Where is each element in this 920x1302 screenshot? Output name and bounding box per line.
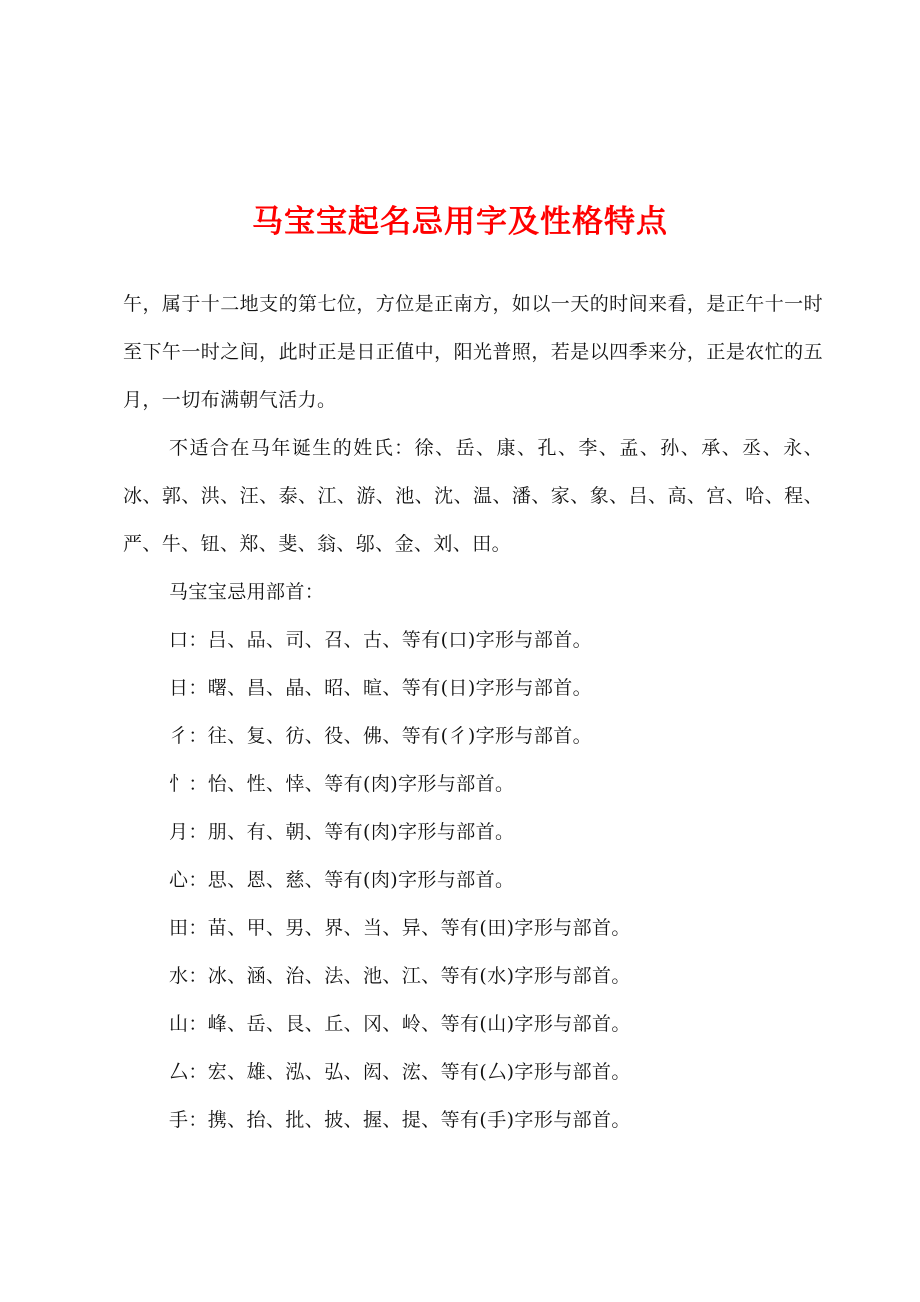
radicals-heading: 马宝宝忌用部首：	[169, 581, 325, 603]
radical-item-xin: 心：思、恩、慈、等有(肉)字形与部首。	[169, 869, 515, 891]
document-body	[123, 280, 823, 1144]
radical-item-ri: 日：曙、昌、晶、昭、暄、等有(日)字形与部首。	[169, 677, 593, 699]
radical-item-shou: 手：携、抬、批、披、握、提、等有(手)字形与部首。	[169, 1109, 631, 1131]
radical-item-si: 厶：宏、雄、泓、弘、闳、浤、等有(厶)字形与部首。	[169, 1061, 631, 1083]
radical-item-yue: 月：朋、有、朝、等有(肉)字形与部首。	[169, 821, 515, 843]
intro-paragraph: 午，属于十二地支的第七位，方位是正南方，如以一天的时间来看，是正午十一时至下午一时之间，此时正是日正值中，阳光普照，若是以四季来分，正是农忙的五月，一切布满朝气活力。	[123, 293, 823, 411]
radical-item-tian: 田：苗、甲、男、界、当、异、等有(田)字形与部首。	[169, 917, 631, 939]
radicals-list	[123, 616, 823, 1144]
unsuitable-surnames-paragraph: 不适合在马年诞生的姓氏：徐、岳、康、孔、李、孟、孙、承、丞、永、冰、郭、洪、汪、泰、江、游、池、沈、温、潘、家、象、吕、高、宫、哈、程、严、牛、钮、郑、斐、翁、邬、金、刘、田。	[123, 437, 823, 555]
document-title: 马宝宝起名忌用字及性格特点	[252, 204, 668, 240]
radical-item-xin-side: 忄：怡、性、悻、等有(肉)字形与部首。	[169, 773, 515, 795]
radical-item-kou: 口：吕、品、司、召、古、等有(口)字形与部首。	[169, 629, 593, 651]
radical-item-shan: 山：峰、岳、艮、丘、冈、岭、等有(山)字形与部首。	[169, 1013, 631, 1035]
radical-item-shui: 水：冰、涵、治、法、池、江、等有(水)字形与部首。	[169, 965, 631, 987]
radical-item-chi: 彳：往、复、彷、役、佛、等有(彳)字形与部首。	[169, 725, 593, 747]
